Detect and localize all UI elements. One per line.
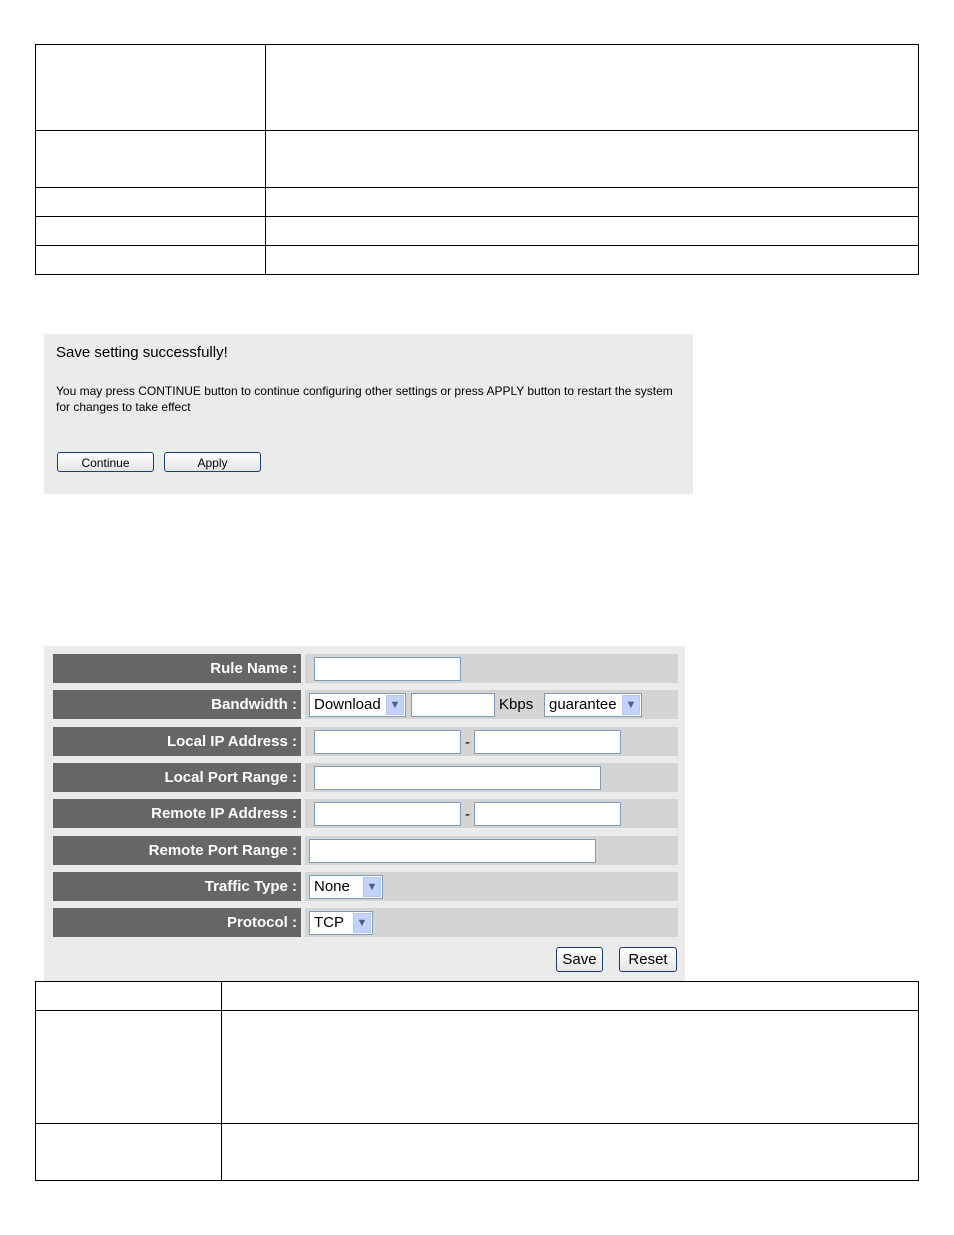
table-cell	[36, 45, 266, 131]
table-cell	[36, 1124, 222, 1181]
protocol-value: TCP	[314, 914, 344, 931]
save-notice-panel	[44, 334, 693, 494]
remote-port-label: Remote Port Range :	[53, 836, 301, 865]
protocol-select[interactable]	[309, 911, 373, 935]
chevron-down-icon[interactable]: ▼	[363, 877, 381, 897]
table-cell	[222, 1124, 919, 1181]
bandwidth-unit: Kbps	[499, 696, 534, 713]
table-cell	[222, 982, 919, 1011]
rule-name-input[interactable]	[314, 657, 461, 681]
local-ip-start-input[interactable]	[314, 730, 461, 754]
table-cell	[266, 45, 919, 131]
save-notice-message: You may press CONTINUE button to continue configuring other settings or press APPLY button to restart the system for changes to take effect	[56, 384, 673, 414]
protocol-label: Protocol :	[53, 908, 301, 937]
bottom-description-table	[35, 981, 919, 1181]
remote-ip-start-input[interactable]	[314, 802, 461, 826]
remote-ip-end-input[interactable]	[474, 802, 621, 826]
protocol-row	[53, 908, 678, 937]
traffic-type-label: Traffic Type :	[53, 872, 301, 901]
bandwidth-row	[53, 690, 678, 719]
remote-ip-label: Remote IP Address :	[53, 799, 301, 828]
chevron-down-icon[interactable]: ▼	[353, 913, 371, 933]
bandwidth-type-select[interactable]	[544, 693, 642, 717]
qos-rule-form	[44, 646, 685, 981]
rule-name-label: Rule Name :	[53, 654, 301, 683]
table-cell	[266, 246, 919, 275]
bandwidth-value-input[interactable]	[411, 693, 495, 717]
traffic-type-row	[53, 872, 678, 901]
bandwidth-direction-select[interactable]	[309, 693, 406, 717]
remote-port-row	[53, 836, 678, 865]
local-port-row	[53, 763, 678, 792]
table-cell	[36, 188, 266, 217]
bandwidth-type-value: guarantee	[549, 696, 617, 713]
local-port-label: Local Port Range :	[53, 763, 301, 792]
table-cell	[36, 982, 222, 1011]
chevron-down-icon[interactable]: ▼	[622, 695, 640, 715]
rule-name-row	[53, 654, 678, 683]
apply-button[interactable]: Apply	[164, 452, 261, 472]
range-separator: -	[465, 734, 470, 751]
table-cell	[266, 217, 919, 246]
traffic-type-select[interactable]	[309, 875, 383, 899]
remote-port-range-input[interactable]	[309, 839, 596, 863]
table-cell	[266, 188, 919, 217]
table-cell	[36, 246, 266, 275]
local-ip-label: Local IP Address :	[53, 727, 301, 756]
local-ip-row	[53, 727, 678, 756]
bandwidth-direction-value: Download	[314, 696, 381, 713]
traffic-type-value: None	[314, 878, 350, 895]
table-cell	[222, 1011, 919, 1124]
save-button[interactable]: Save	[556, 947, 603, 972]
table-cell	[36, 217, 266, 246]
table-cell	[36, 131, 266, 188]
remote-ip-row	[53, 799, 678, 828]
bandwidth-label: Bandwidth :	[53, 690, 301, 719]
reset-button[interactable]: Reset	[619, 947, 677, 972]
local-port-range-input[interactable]	[314, 766, 601, 790]
top-description-table	[35, 44, 919, 275]
chevron-down-icon[interactable]: ▼	[386, 695, 404, 715]
table-cell	[266, 131, 919, 188]
local-ip-end-input[interactable]	[474, 730, 621, 754]
range-separator: -	[465, 806, 470, 823]
save-notice-title: Save setting successfully!	[56, 344, 228, 361]
table-cell	[36, 1011, 222, 1124]
continue-button[interactable]: Continue	[57, 452, 154, 472]
